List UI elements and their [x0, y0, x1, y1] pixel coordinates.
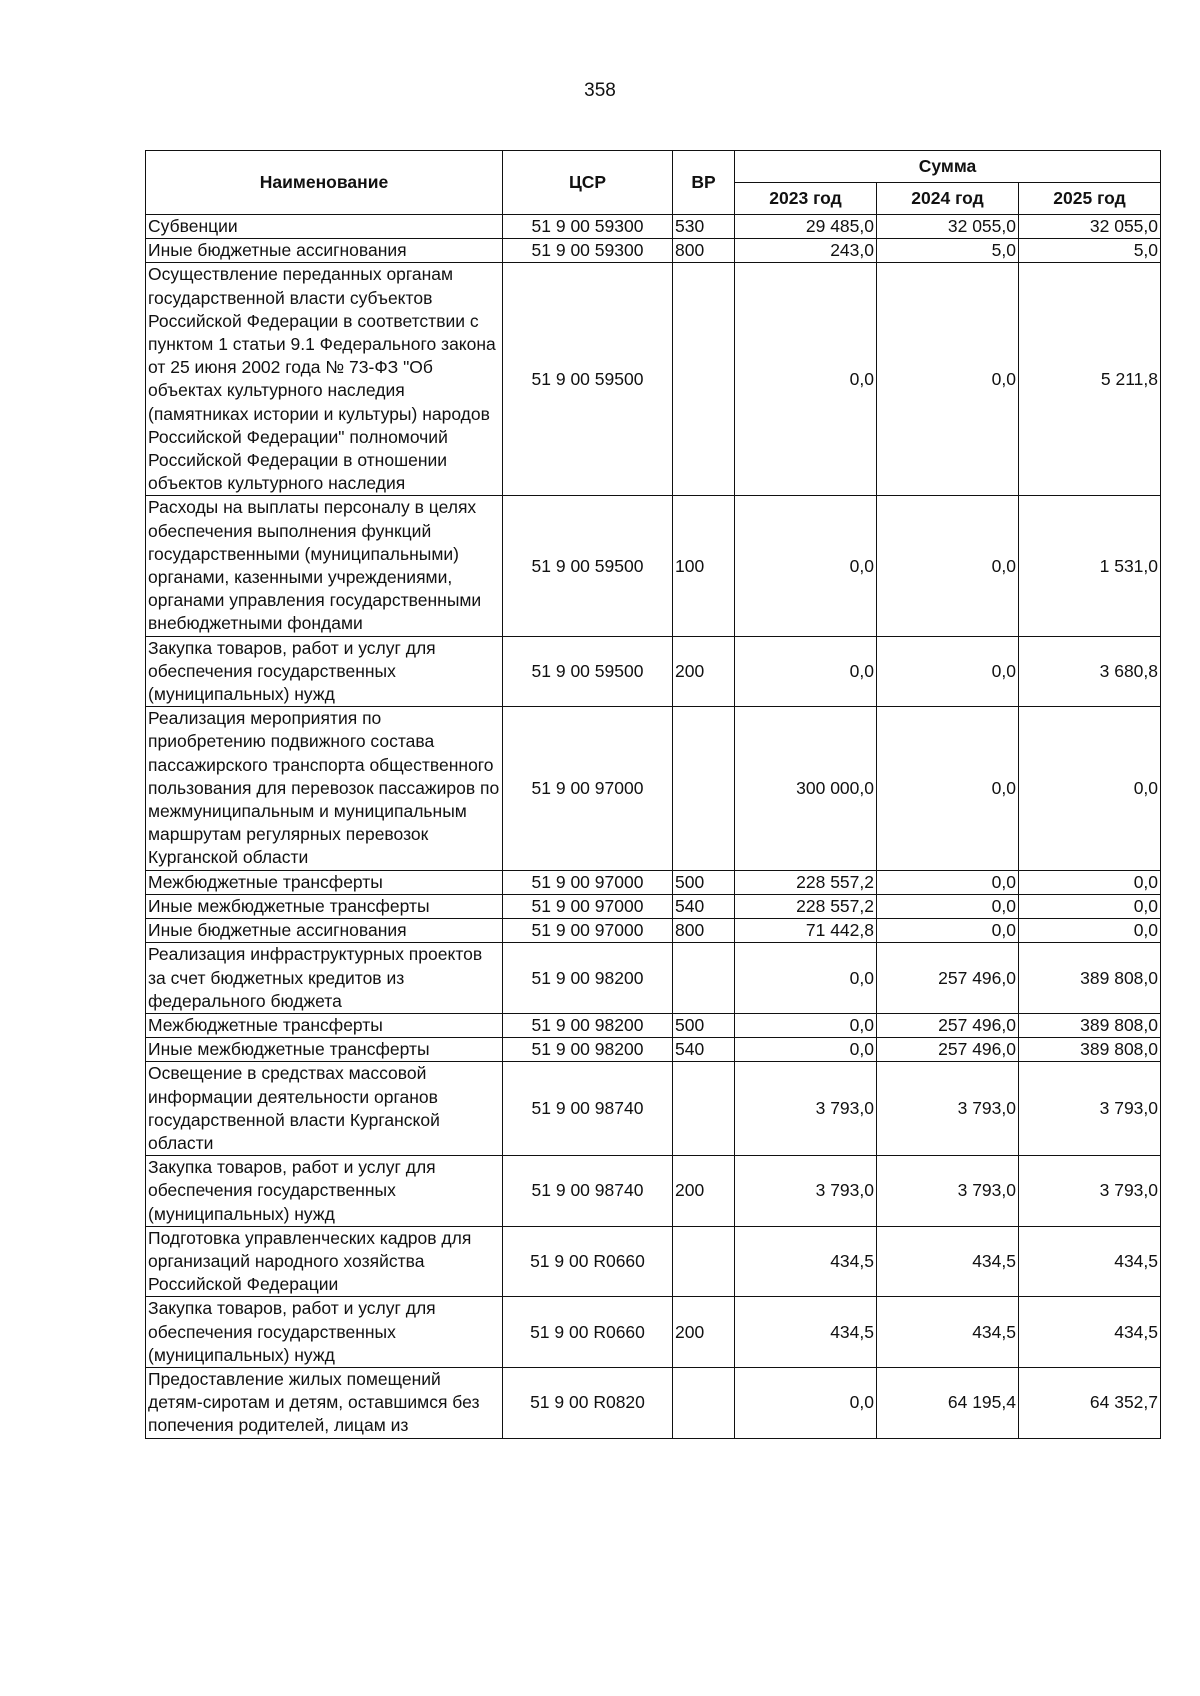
cell-amount-2024: 257 496,0	[877, 1038, 1019, 1062]
cell-name: Межбюджетные трансферты	[146, 1013, 503, 1037]
table-row	[146, 894, 1161, 918]
cell-csr: 51 9 00 97000	[503, 919, 673, 943]
cell-amount-2024: 32 055,0	[877, 215, 1019, 239]
cell-csr: 51 9 00 R0660	[503, 1297, 673, 1368]
cell-amount-2023: 29 485,0	[735, 215, 877, 239]
cell-amount-2023: 0,0	[735, 496, 877, 636]
cell-amount-2023: 0,0	[735, 636, 877, 707]
cell-amount-2023: 0,0	[735, 1038, 877, 1062]
column-header-year-2024: 2024 год	[877, 183, 1019, 215]
cell-amount-2025: 5,0	[1019, 239, 1161, 263]
cell-amount-2025: 3 793,0	[1019, 1156, 1161, 1227]
cell-name: Закупка товаров, работ и услуг для обеспечения государственных (муниципальных) нужд	[146, 1156, 503, 1227]
table-row	[146, 919, 1161, 943]
column-header-sum: Сумма	[735, 151, 1161, 183]
cell-amount-2023: 434,5	[735, 1297, 877, 1368]
cell-csr: 51 9 00 98200	[503, 943, 673, 1014]
table-row	[146, 1038, 1161, 1062]
cell-amount-2025: 0,0	[1019, 894, 1161, 918]
cell-amount-2025: 5 211,8	[1019, 263, 1161, 496]
cell-csr: 51 9 00 59500	[503, 496, 673, 636]
column-header-name: Наименование	[146, 151, 503, 215]
cell-amount-2023: 0,0	[735, 1013, 877, 1037]
cell-name: Реализация инфраструктурных проектов за счет бюджетных кредитов из федерального бюджета	[146, 943, 503, 1014]
cell-amount-2023: 3 793,0	[735, 1156, 877, 1227]
cell-amount-2023: 0,0	[735, 1367, 877, 1438]
cell-amount-2024: 0,0	[877, 263, 1019, 496]
cell-vr	[673, 1367, 735, 1438]
table-row	[146, 263, 1161, 496]
cell-name: Освещение в средствах массовой информации деятельности органов государственной власти Курганской области	[146, 1062, 503, 1156]
cell-name: Иные межбюджетные трансферты	[146, 894, 503, 918]
cell-amount-2023: 228 557,2	[735, 894, 877, 918]
cell-name: Закупка товаров, работ и услуг для обеспечения государственных (муниципальных) нужд	[146, 636, 503, 707]
cell-amount-2023: 71 442,8	[735, 919, 877, 943]
cell-name: Осуществление переданных органам государственной власти субъектов Российской Федерации в соответствии с пунктом 1 статьи 9.1 Федерального закона от 25 июня 2002 года № 73-ФЗ "Об объектах культурного наследия (памятниках истории и культуры) народов Российской Федерации" полномочий Российской Федерации в отношении объектов культурного наследия	[146, 263, 503, 496]
cell-vr	[673, 707, 735, 870]
cell-amount-2024: 0,0	[877, 707, 1019, 870]
cell-csr: 51 9 00 59300	[503, 215, 673, 239]
cell-amount-2024: 0,0	[877, 894, 1019, 918]
cell-amount-2025: 434,5	[1019, 1297, 1161, 1368]
cell-vr: 500	[673, 870, 735, 894]
cell-vr	[673, 1062, 735, 1156]
cell-amount-2024: 0,0	[877, 870, 1019, 894]
cell-csr: 51 9 00 R0660	[503, 1226, 673, 1297]
cell-vr: 530	[673, 215, 735, 239]
table-body	[146, 215, 1161, 1439]
cell-vr: 800	[673, 919, 735, 943]
cell-amount-2024: 3 793,0	[877, 1156, 1019, 1227]
cell-amount-2025: 64 352,7	[1019, 1367, 1161, 1438]
cell-name: Подготовка управленческих кадров для организаций народного хозяйства Российской Федерации	[146, 1226, 503, 1297]
cell-csr: 51 9 00 R0820	[503, 1367, 673, 1438]
cell-amount-2024: 0,0	[877, 919, 1019, 943]
cell-vr: 540	[673, 1038, 735, 1062]
cell-amount-2025: 389 808,0	[1019, 1013, 1161, 1037]
cell-vr: 200	[673, 1297, 735, 1368]
column-header-csr: ЦСР	[503, 151, 673, 215]
table-row	[146, 215, 1161, 239]
cell-csr: 51 9 00 98740	[503, 1062, 673, 1156]
cell-vr	[673, 263, 735, 496]
cell-amount-2023: 3 793,0	[735, 1062, 877, 1156]
table-row	[146, 707, 1161, 870]
cell-name: Иные межбюджетные трансферты	[146, 1038, 503, 1062]
column-header-year-2025: 2025 год	[1019, 183, 1161, 215]
cell-amount-2025: 389 808,0	[1019, 943, 1161, 1014]
cell-vr: 500	[673, 1013, 735, 1037]
cell-amount-2025: 3 680,8	[1019, 636, 1161, 707]
cell-csr: 51 9 00 98740	[503, 1156, 673, 1227]
cell-vr: 540	[673, 894, 735, 918]
cell-csr: 51 9 00 59500	[503, 636, 673, 707]
cell-amount-2024: 0,0	[877, 496, 1019, 636]
cell-vr: 100	[673, 496, 735, 636]
page-number: 358	[584, 80, 616, 101]
cell-csr: 51 9 00 97000	[503, 894, 673, 918]
cell-amount-2024: 5,0	[877, 239, 1019, 263]
table-row	[146, 1297, 1161, 1368]
cell-amount-2023: 228 557,2	[735, 870, 877, 894]
column-header-vr: ВР	[673, 151, 735, 215]
cell-name: Межбюджетные трансферты	[146, 870, 503, 894]
cell-name: Закупка товаров, работ и услуг для обеспечения государственных (муниципальных) нужд	[146, 1297, 503, 1368]
table-row	[146, 943, 1161, 1014]
cell-vr: 200	[673, 1156, 735, 1227]
cell-amount-2024: 0,0	[877, 636, 1019, 707]
cell-csr: 51 9 00 97000	[503, 870, 673, 894]
table-row	[146, 870, 1161, 894]
cell-amount-2025: 0,0	[1019, 919, 1161, 943]
cell-name: Расходы на выплаты персоналу в целях обеспечения выполнения функций государственными (муниципальными) органами, казенными учреждениями, органами управления государственными внебюджетными фондами	[146, 496, 503, 636]
cell-vr: 800	[673, 239, 735, 263]
cell-amount-2023: 0,0	[735, 263, 877, 496]
cell-vr: 200	[673, 636, 735, 707]
table-row	[146, 1226, 1161, 1297]
cell-name: Субвенции	[146, 215, 503, 239]
cell-amount-2024: 3 793,0	[877, 1062, 1019, 1156]
table-row	[146, 1156, 1161, 1227]
table-row	[146, 636, 1161, 707]
cell-amount-2025: 1 531,0	[1019, 496, 1161, 636]
table-row	[146, 496, 1161, 636]
cell-amount-2025: 32 055,0	[1019, 215, 1161, 239]
cell-name: Предоставление жилых помещений детям-сиротам и детям, оставшимся без попечения родителей, лицам из	[146, 1367, 503, 1438]
cell-amount-2023: 434,5	[735, 1226, 877, 1297]
budget-table	[145, 150, 1161, 1439]
cell-amount-2025: 0,0	[1019, 870, 1161, 894]
cell-name: Иные бюджетные ассигнования	[146, 919, 503, 943]
cell-vr	[673, 1226, 735, 1297]
cell-amount-2023: 300 000,0	[735, 707, 877, 870]
cell-amount-2023: 0,0	[735, 943, 877, 1014]
table-row	[146, 1062, 1161, 1156]
cell-amount-2023: 243,0	[735, 239, 877, 263]
cell-amount-2024: 434,5	[877, 1226, 1019, 1297]
cell-amount-2025: 0,0	[1019, 707, 1161, 870]
cell-amount-2024: 257 496,0	[877, 1013, 1019, 1037]
cell-name: Иные бюджетные ассигнования	[146, 239, 503, 263]
column-header-year-2023: 2023 год	[735, 183, 877, 215]
cell-csr: 51 9 00 98200	[503, 1038, 673, 1062]
cell-amount-2025: 389 808,0	[1019, 1038, 1161, 1062]
cell-amount-2025: 434,5	[1019, 1226, 1161, 1297]
cell-csr: 51 9 00 97000	[503, 707, 673, 870]
cell-amount-2024: 64 195,4	[877, 1367, 1019, 1438]
cell-vr	[673, 943, 735, 1014]
cell-amount-2024: 257 496,0	[877, 943, 1019, 1014]
cell-name: Реализация мероприятия по приобретению подвижного состава пассажирского транспорта общественного пользования для перевозок пассажиров по межмуниципальным и муниципальным маршрутам регулярных перевозок Курганской области	[146, 707, 503, 870]
cell-amount-2025: 3 793,0	[1019, 1062, 1161, 1156]
cell-csr: 51 9 00 98200	[503, 1013, 673, 1037]
table-row	[146, 1013, 1161, 1037]
cell-csr: 51 9 00 59300	[503, 239, 673, 263]
table-row	[146, 239, 1161, 263]
cell-amount-2024: 434,5	[877, 1297, 1019, 1368]
table-row	[146, 1367, 1161, 1438]
table-header	[146, 151, 1161, 215]
cell-csr: 51 9 00 59500	[503, 263, 673, 496]
